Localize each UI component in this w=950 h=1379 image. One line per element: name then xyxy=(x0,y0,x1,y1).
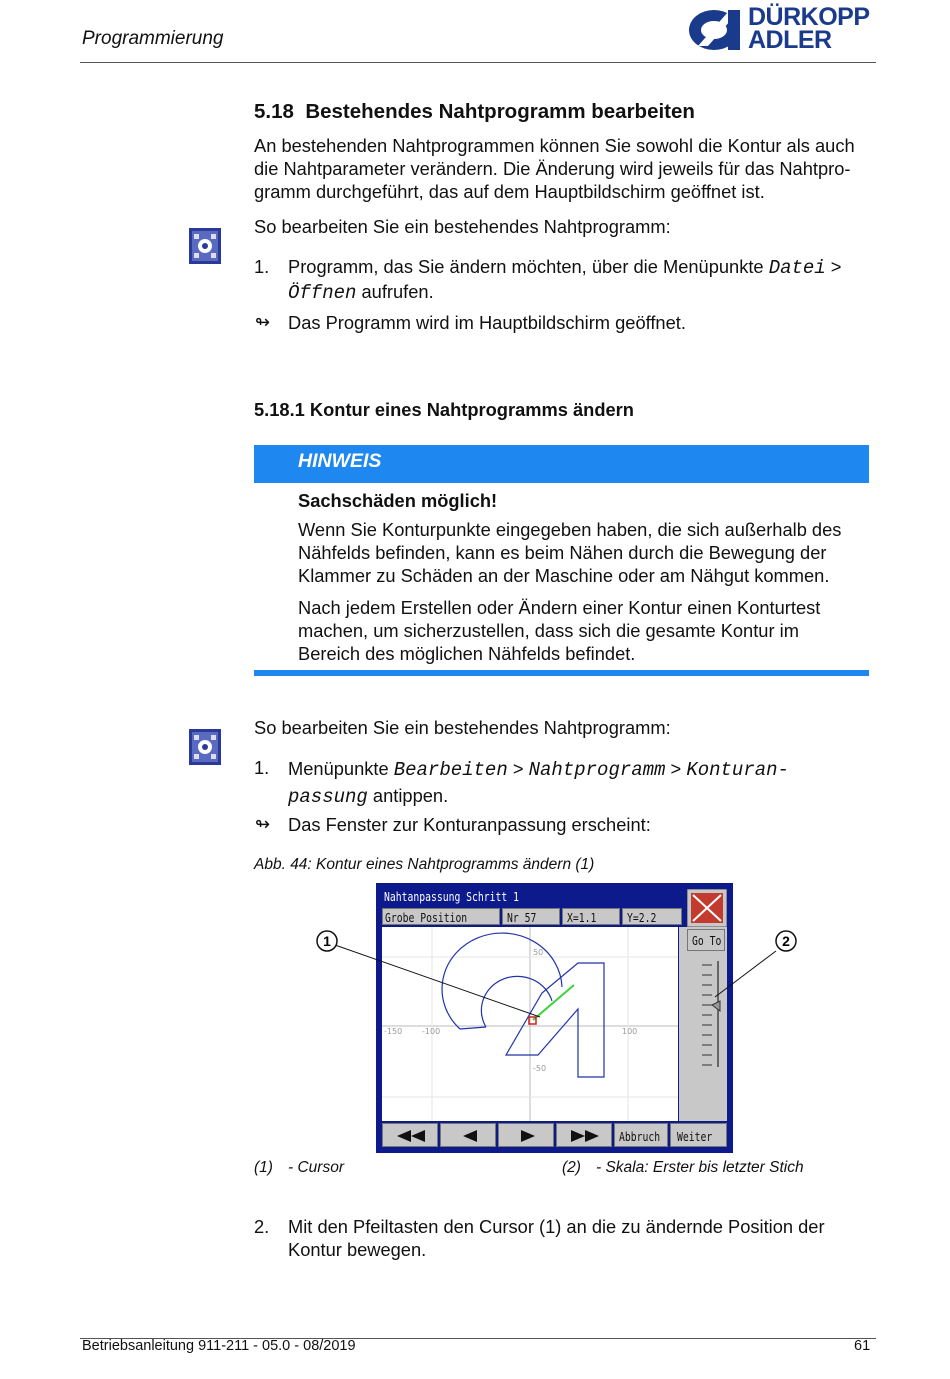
cancel-label: Abbruch xyxy=(619,1129,661,1144)
arrow-right-icon xyxy=(521,1130,535,1142)
step-2-text xyxy=(288,1215,825,1261)
step-2-line: Mit den Pfeiltasten den Cursor (1) an die zu ändernde Position der xyxy=(288,1216,825,1237)
tick-label-m100: -100 xyxy=(422,1027,441,1036)
intro-line: die Nahtparameter verändern. Die Änderung wird jeweils für das Nahtpro- xyxy=(254,158,851,179)
step-number: 2. xyxy=(254,1216,270,1237)
y-field xyxy=(622,908,682,925)
step-text: Menüpunkte xyxy=(288,758,389,779)
step-text-post: aufrufen. xyxy=(361,281,434,302)
tick-label-50: 50 xyxy=(533,948,544,957)
legend-1-text: - Cursor xyxy=(288,1159,344,1176)
logo-line2: ADLER xyxy=(748,26,832,54)
menu-item-konturanpassung: Konturan- xyxy=(686,759,789,781)
section-number: 5.18 xyxy=(254,100,294,123)
note-paragraph-1 xyxy=(298,518,841,587)
logo-wordmark xyxy=(748,3,870,54)
note-heading: Sachschäden möglich! xyxy=(298,490,498,511)
note-line: Klammer zu Schäden an der Maschine oder am Nähgut kommen. xyxy=(298,565,830,586)
screen-close-button[interactable] xyxy=(687,889,727,927)
footer-page-number: 61 xyxy=(854,1338,871,1354)
back-button[interactable] xyxy=(440,1123,496,1147)
step-number: 1. xyxy=(254,256,270,277)
result-arrow-icon: ↬ xyxy=(255,814,271,834)
menu-item-oeffnen: Öffnen xyxy=(288,282,357,304)
result-text: Das Programm wird im Hauptbildschirm geöffnet. xyxy=(288,312,686,333)
section-title: Bestehendes Nahtprogramm bearbeiten xyxy=(305,100,695,123)
fast-rewind-icon xyxy=(397,1130,425,1142)
header-section-title: Programmierung xyxy=(82,28,224,49)
fast-forward-icon xyxy=(571,1130,599,1142)
footer-document-id: Betriebsanleitung 911-211 - 05.0 - 08/2019 xyxy=(82,1338,356,1354)
step-text-post: antippen. xyxy=(372,785,449,806)
procedure-intro: So bearbeiten Sie ein bestehendes Nahtprogramm: xyxy=(254,216,671,237)
cancel-button[interactable] xyxy=(614,1123,668,1147)
goto-label: Go To xyxy=(692,933,722,948)
section-intro xyxy=(254,134,855,203)
menu-item-bearbeiten: Bearbeiten xyxy=(393,759,508,781)
fast-back-button[interactable] xyxy=(382,1123,438,1147)
x-field xyxy=(562,908,620,925)
intro-line: gramm durchgeführt, das auf dem Hauptbildschirm geöffnet ist. xyxy=(254,181,765,202)
tick-label-m50: -50 xyxy=(533,1064,547,1073)
step-2-line: Kontur bewegen. xyxy=(288,1239,427,1260)
note-line: Nach jedem Erstellen oder Ändern einer Kontur einen Konturtest xyxy=(298,597,821,618)
legend-2-number: (2) xyxy=(562,1159,581,1176)
note-line: machen, um sicherzustellen, dass sich die gesamte Kontur im xyxy=(298,620,799,641)
intro-line: An bestehenden Nahtprogrammen können Sie sowohl die Kontur als auch xyxy=(254,135,855,156)
callout-1-number: 1 xyxy=(323,933,331,949)
figure-caption: Abb. 44: Kontur eines Nahtprogramms ändern (1) xyxy=(254,856,595,873)
note-bottom-bar xyxy=(254,670,869,676)
x-value: X=1.1 xyxy=(567,910,597,925)
step-1-text xyxy=(288,255,878,305)
callout-2-line xyxy=(715,951,776,997)
procedure-icon xyxy=(189,729,221,765)
stitch-number: Nr 57 xyxy=(507,910,537,925)
note-line: Bereich des möglichen Nähfelds befindet. xyxy=(298,643,636,664)
callout-2-number: 2 xyxy=(782,933,790,949)
step-number: 1. xyxy=(254,757,270,778)
callout-layer xyxy=(310,925,810,1045)
screen-title: Nahtanpassung Schritt 1 xyxy=(384,889,520,904)
tick-label-100: 100 xyxy=(622,1027,638,1036)
y-value: Y=2.2 xyxy=(627,910,657,925)
fast-forward-button[interactable] xyxy=(556,1123,612,1147)
note-paragraph-2 xyxy=(298,596,820,665)
legend-1-number: (1) xyxy=(254,1159,273,1176)
note-line: Nähfelds befinden, kann es beim Nähen durch die Bewegung der xyxy=(298,542,827,563)
next-label: Weiter xyxy=(677,1129,713,1144)
menu-item-konturanpassung-cont: passung xyxy=(288,786,368,808)
result-text-2: Das Fenster zur Konturanpassung erscheint: xyxy=(288,814,651,835)
menu-item-nahtprogramm: Nahtprogramm xyxy=(528,759,666,781)
stitch-number-field xyxy=(502,908,560,925)
arrow-left-icon xyxy=(463,1130,477,1142)
menu-separator: > xyxy=(830,256,842,277)
subsection-heading: 5.18.1 Kontur eines Nahtprogramms ändern xyxy=(254,399,634,420)
position-label: Grobe Position xyxy=(385,910,468,925)
position-field xyxy=(382,908,500,925)
duerkopp-adler-logo-icon xyxy=(688,6,744,54)
next-button[interactable] xyxy=(670,1123,727,1147)
section-heading xyxy=(254,100,695,124)
note-line: Wenn Sie Konturpunkte eingegeben haben, die sich außerhalb des xyxy=(298,519,842,540)
logo-line1: DÜRKOPP xyxy=(748,3,870,31)
result-arrow-icon: ↬ xyxy=(255,312,271,332)
forward-button[interactable] xyxy=(498,1123,554,1147)
note-label: HINWEIS xyxy=(298,450,382,472)
menu-item-datei: Datei xyxy=(768,257,826,279)
step-1b-text xyxy=(288,756,878,810)
header-divider xyxy=(80,62,876,63)
menu-separator: > xyxy=(670,758,682,779)
procedure-intro-2: So bearbeiten Sie ein bestehendes Nahtprogramm: xyxy=(254,717,671,738)
tick-label-left: -150 xyxy=(384,1027,403,1036)
legend-2-text: - Skala: Erster bis letzter Stich xyxy=(596,1159,804,1176)
menu-separator: > xyxy=(512,758,524,779)
step-text: Programm, das Sie ändern möchten, über die Menüpunkte xyxy=(288,256,764,277)
procedure-icon xyxy=(189,228,221,264)
callout-1-line xyxy=(335,945,540,1017)
